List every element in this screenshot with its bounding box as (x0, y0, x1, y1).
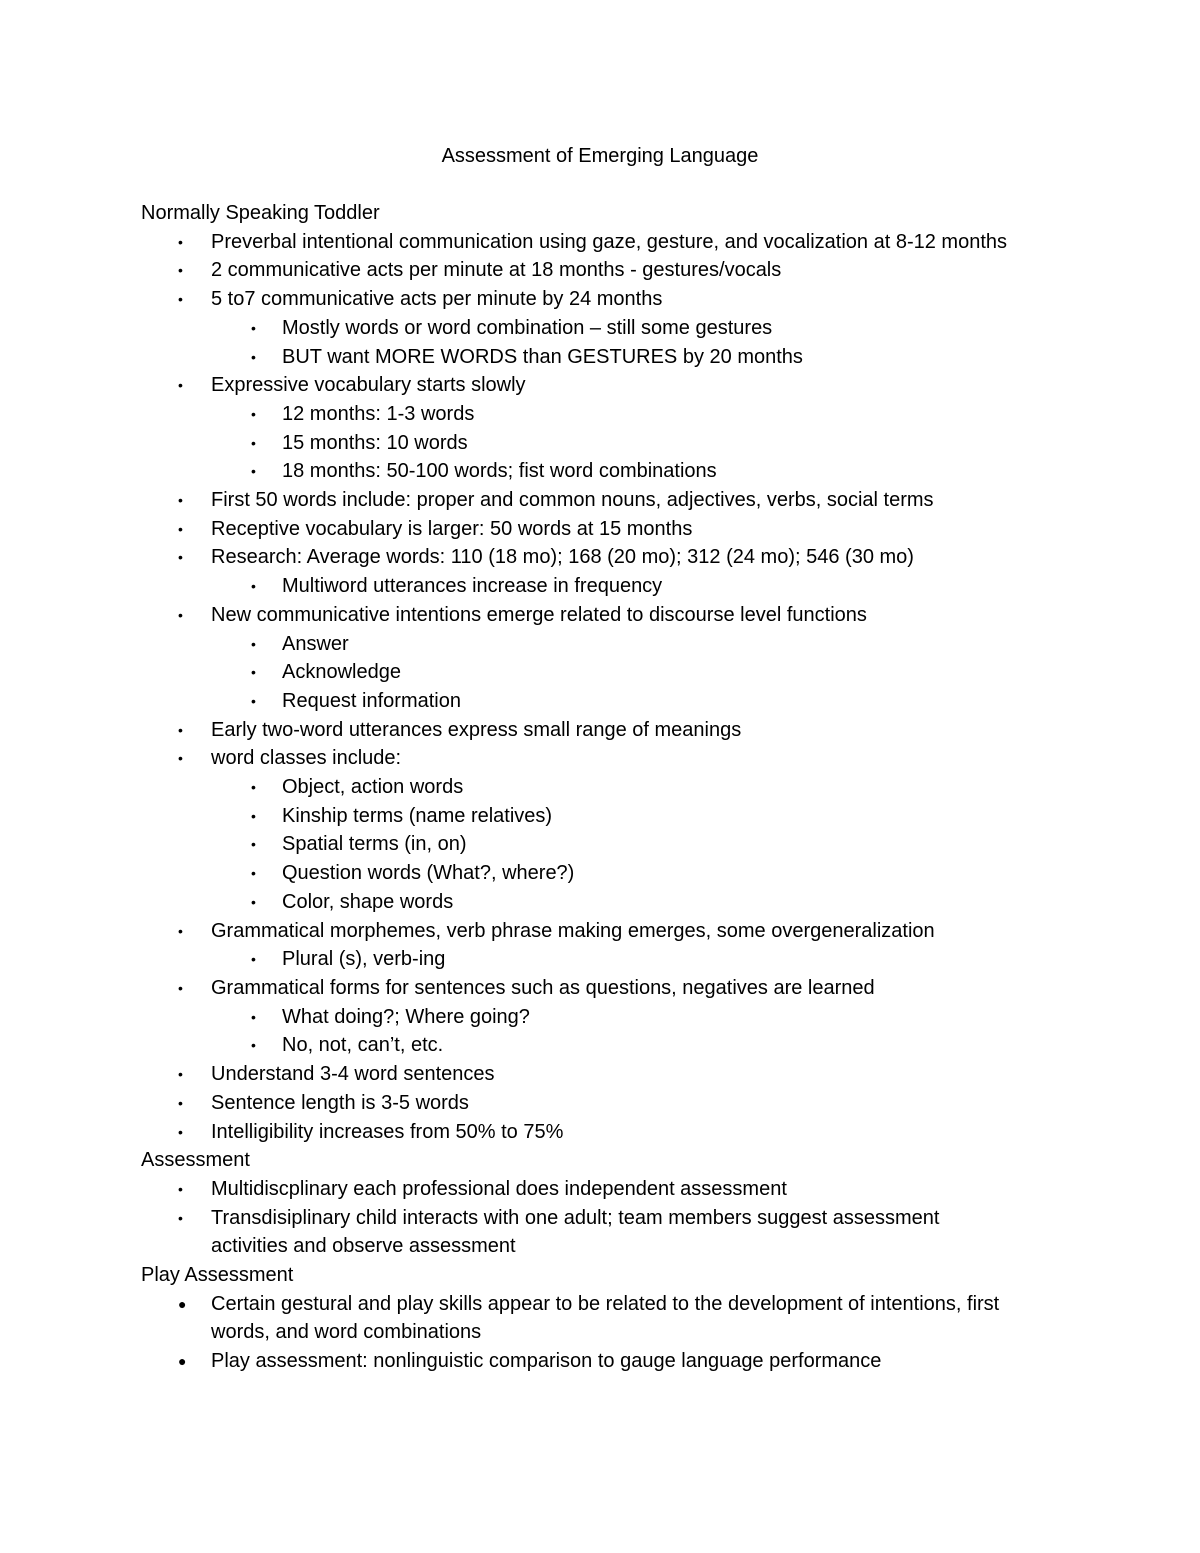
bullet-icon: • (178, 520, 183, 537)
list-item-text: Multidiscplinary each professional does independent assessment (211, 1177, 787, 1200)
sub-list-item (141, 945, 1041, 974)
bullet-icon: • (251, 807, 256, 824)
list-item-text: Intelligibility increases from 50% to 75% (211, 1120, 564, 1143)
bullet-icon: • (251, 463, 256, 480)
sub-list-item (141, 1003, 1041, 1032)
list-item (141, 371, 1041, 486)
sub-list-item (141, 830, 1041, 859)
sub-list (211, 773, 1041, 917)
bullet-icon: • (251, 779, 256, 796)
list-item (141, 515, 1041, 544)
bullet-icon: • (251, 635, 256, 652)
bullet-icon: • (178, 1066, 183, 1083)
sub-list (211, 572, 1041, 601)
list-item-text: 2 communicative acts per minute at 18 months - gestures/vocals (211, 259, 782, 282)
section-heading-assessment: Assessment (141, 1149, 250, 1172)
sub-list-item (141, 457, 1041, 486)
sub-list-item (141, 572, 1041, 601)
sub-list-item (141, 888, 1041, 917)
sub-list (211, 945, 1041, 974)
bullet-icon: • (178, 922, 183, 939)
bullet-icon: • (178, 291, 183, 308)
sub-list-item-text: Object, action words (282, 776, 464, 799)
list-item-text: Grammatical forms for sentences such as questions, negatives are learned (211, 976, 875, 999)
sub-list-item (141, 1031, 1041, 1060)
list-item (141, 1204, 1041, 1261)
bullet-icon: • (251, 664, 256, 681)
bullet-icon: • (251, 836, 256, 853)
list-item-text: Preverbal intentional communication using gaze, gesture, and vocalization at 8-12 months (211, 230, 1008, 253)
bullet-icon: • (251, 405, 256, 422)
bullet-icon: • (178, 750, 183, 767)
list-item (141, 1118, 1041, 1147)
bullet-icon: • (251, 951, 256, 968)
sub-list-item-text: BUT want MORE WORDS than GESTURES by 20 months (282, 345, 803, 368)
list-item-text: 5 to7 communicative acts per minute by 24 months (211, 288, 663, 311)
bullet-icon: • (251, 865, 256, 882)
list-item-text: Play assessment: nonlinguistic comparison to gauge language performance (211, 1350, 882, 1373)
list-item (141, 256, 1041, 285)
list-item (141, 486, 1041, 515)
sub-list-item-text: 15 months: 10 words (282, 431, 468, 454)
document-title: Assessment of Emerging Language (441, 145, 759, 167)
list-item (141, 716, 1041, 745)
sub-list-item (141, 630, 1041, 659)
sub-list-item-text: 12 months: 1-3 words (282, 402, 475, 425)
bullet-icon: • (178, 1209, 183, 1226)
bullet-icon: • (251, 1008, 256, 1025)
list-item (141, 1060, 1041, 1089)
sub-list (211, 630, 1041, 716)
sub-list-item-text: Multiword utterances increase in frequency (282, 575, 663, 598)
sub-list (211, 314, 1041, 371)
sub-list-item-text: Spatial terms (in, on) (282, 833, 467, 856)
bullet-icon: • (251, 348, 256, 365)
sub-list-item (141, 400, 1041, 429)
sub-list-item-text: 18 months: 50-100 words; fist word combinations (282, 460, 717, 483)
list-item-text: Grammatical morphemes, verb phrase making emerges, some overgeneralization (211, 919, 935, 942)
sub-list-item-text: Mostly words or word combination – still some gestures (282, 316, 773, 339)
document-body (141, 199, 1041, 1376)
bullet-icon: • (251, 1037, 256, 1054)
list-item (141, 1347, 1041, 1376)
sub-list-item-text: Plural (s), verb-ing (282, 948, 446, 971)
bullet-icon: • (178, 233, 183, 250)
bullet-icon: • (178, 606, 183, 623)
sub-list-item-text: Acknowledge (282, 661, 401, 684)
list-item (141, 1175, 1041, 1204)
list-item (141, 974, 1041, 1060)
sub-list-item (141, 802, 1041, 831)
sub-list-item (141, 343, 1041, 372)
sub-list-item-text: Color, shape words (282, 890, 454, 913)
bullet-icon: • (251, 319, 256, 336)
sub-list (211, 1003, 1041, 1060)
sub-list (211, 400, 1041, 486)
sub-list-item-text: Question words (What?, where?) (282, 862, 575, 885)
toddler-list (141, 228, 1041, 1147)
list-item (141, 1089, 1041, 1118)
sub-list-item (141, 773, 1041, 802)
sub-list-item-text: Request information (282, 689, 461, 712)
bullet-icon: • (178, 1094, 183, 1111)
list-item-text: Expressive vocabulary starts slowly (211, 374, 526, 397)
sub-list-item (141, 314, 1041, 343)
list-item (141, 601, 1041, 716)
bullet-icon: • (251, 692, 256, 709)
sub-list-item-text: No, not, can’t, etc. (282, 1034, 444, 1057)
list-item (141, 1290, 1041, 1347)
sub-list-item-text: What doing?; Where going? (282, 1005, 530, 1028)
bullet-icon: • (178, 979, 183, 996)
list-item-text: Early two-word utterances express small range of meanings (211, 718, 742, 741)
bullet-icon: • (178, 1123, 183, 1140)
assessment-list (141, 1175, 1041, 1261)
bullet-icon: • (251, 434, 256, 451)
bullet-icon: ● (178, 1295, 187, 1312)
list-item (141, 744, 1041, 916)
list-item-text: First 50 words include: proper and common nouns, adjectives, verbs, social terms (211, 489, 934, 512)
list-item-text: New communicative intentions emerge related to discourse level functions (211, 603, 867, 626)
bullet-icon: • (178, 377, 183, 394)
bullet-icon: • (178, 721, 183, 738)
sub-list-item (141, 859, 1041, 888)
list-item-text: Understand 3-4 word sentences (211, 1063, 495, 1086)
list-item (141, 543, 1041, 600)
bullet-icon: • (178, 1180, 183, 1197)
list-item-text: word classes include: (211, 747, 402, 770)
list-item (141, 917, 1041, 974)
section-heading-play: Play Assessment (141, 1264, 294, 1287)
sub-list-item-text: Answer (282, 632, 349, 655)
sub-list-item (141, 658, 1041, 687)
list-item-text: Research: Average words: 110 (18 mo); 168 (20 mo); 312 (24 mo); 546 (30 mo) (211, 546, 914, 569)
bullet-icon: • (178, 549, 183, 566)
bullet-icon: ● (178, 1353, 187, 1370)
sub-list-item (141, 687, 1041, 716)
bullet-icon: • (178, 492, 183, 509)
list-item (141, 228, 1041, 257)
play-list (141, 1290, 1041, 1376)
sub-list-item (141, 429, 1041, 458)
sub-list-item-text: Kinship terms (name relatives) (282, 804, 553, 827)
bullet-icon: • (178, 262, 183, 279)
bullet-icon: • (251, 893, 256, 910)
bullet-icon: • (251, 578, 256, 595)
list-item-text: Receptive vocabulary is larger: 50 words at 15 months (211, 517, 693, 540)
section-heading-toddler: Normally Speaking Toddler (141, 202, 380, 224)
list-item (141, 285, 1041, 371)
list-item-text: Sentence length is 3-5 words (211, 1091, 469, 1114)
list-item-text: Certain gestural and play skills appear to be related to the development of intentions, first words, and word combinations (211, 1292, 1000, 1344)
list-item-text: Transdisiplinary child interacts with one adult; team members suggest assessment activities and observe assessment (211, 1206, 940, 1258)
